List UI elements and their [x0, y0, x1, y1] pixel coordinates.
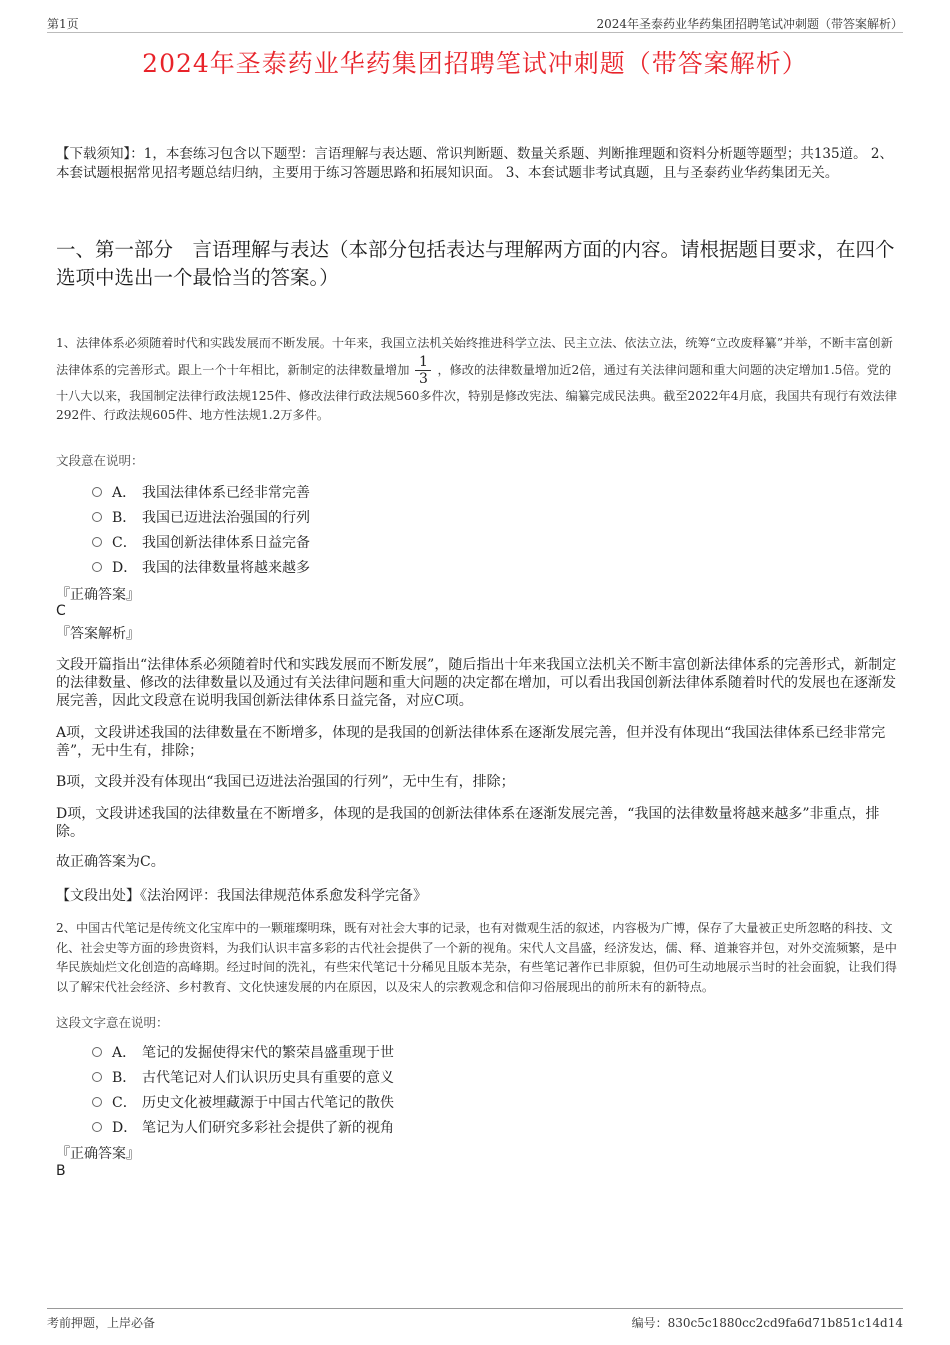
option-a[interactable]: A． 笔记的发掘使得宋代的繁荣昌盛重现于世	[92, 1042, 394, 1064]
option-d[interactable]: D． 我国的法律数量将越来越多	[92, 557, 310, 579]
analysis-paragraph: 故正确答案为C。	[56, 854, 165, 870]
question-2-stem: 这段文字意在说明：	[56, 1015, 169, 1030]
analysis-paragraph: 文段开篇指出“法律体系必须随着时代和实践发展而不断发展”，随后指出十年来我国立法机关不断丰富创新法律体系的完善形式，新制定的法律数量、修改的法律数量以及通过有关法律问题和重大问题的决定都在增加，可以看出我国创新法律体系随着时代的发展也在逐渐发展完善，因此文段意在说明我国创新法律体系日益完备，对应C项。	[56, 657, 897, 709]
answer-value: B	[56, 1163, 66, 1179]
answer-label: 『正确答案』	[56, 1146, 140, 1162]
radio-icon[interactable]	[92, 1047, 102, 1057]
document-title: 2024年圣泰药业华药集团招聘笔试冲刺题（带答案解析）	[142, 49, 808, 78]
radio-icon[interactable]	[92, 487, 102, 497]
page-number: 第1页	[47, 17, 79, 31]
analysis-source: 【文段出处】《法治网评：我国法律规范体系愈发科学完备》	[56, 888, 427, 904]
option-a[interactable]: A． 我国法律体系已经非常完善	[92, 482, 310, 504]
question-1-text: 1、法律体系必须随着时代和实践发展而不断发展。十年来，我国立法机关始终推进科学立法、民主立法、依法立法，统筹“立改废释纂”并举，不断丰富创新法律体系的完善形式。跟上一个十年相比，新制定的法律数量增加 $\frac{1}{3}$ ，修改的法律数量增加近2倍，通过有关法律问题和重大问题的决定增加1.5倍。党的十八大以来，我国制定法律行政法规125件、修改法律行政法规560多件次，特别是修改宪法、编纂完成民法典。截至2022年4月底，我国共有现行有效法律292件、行政法规605件、地方性法规1.2万多件。	[56, 336, 897, 422]
analysis-label: 『答案解析』	[56, 626, 140, 642]
fraction: $\frac{1}{3}$	[415, 354, 431, 387]
option-b[interactable]: B． 我国已迈进法治强国的行列	[92, 507, 310, 529]
option-d[interactable]: D． 笔记为人们研究多彩社会提供了新的视角	[92, 1117, 394, 1139]
page-header	[47, 14, 903, 33]
footer-slogan: 考前押题，上岸必备	[47, 1316, 156, 1330]
option-c[interactable]: C． 我国创新法律体系日益完备	[92, 532, 310, 554]
section-heading: 一、第一部分 言语理解与表达（本部分包括表达与理解两方面的内容。请根据题目要求，在四个选项中选出一个最恰当的答案。）	[56, 238, 895, 289]
answer-label: 『正确答案』	[56, 587, 140, 603]
radio-icon[interactable]	[92, 562, 102, 572]
question-1-stem: 文段意在说明：	[56, 453, 144, 468]
answer-value: C	[56, 603, 66, 619]
radio-icon[interactable]	[92, 1072, 102, 1082]
option-c[interactable]: C． 历史文化被埋藏源于中国古代笔记的散佚	[92, 1092, 394, 1114]
radio-icon[interactable]	[92, 537, 102, 547]
download-notice: 【下载须知】：1，本套练习包含以下题型：言语理解与表达题、常识判断题、数量关系题、判断推理题和资料分析题等题型；共135道。 2、本套试题根据常见招考题总结归纳，主要用于练习答题思路和拓展知识面。 3、本套试题非考试真题，且与圣泰药业华药集团无关。	[56, 146, 893, 181]
radio-icon[interactable]	[92, 1097, 102, 1107]
footer-serial: 编号：830c5c1880cc2cd9fa6d71b851c14d14	[631, 1316, 903, 1330]
option-b[interactable]: B． 古代笔记对人们认识历史具有重要的意义	[92, 1067, 394, 1089]
radio-icon[interactable]	[92, 512, 102, 522]
analysis-paragraph: A项，文段讲述我国的法律数量在不断增多，体现的是我国的创新法律体系在逐渐发展完善，但并没有体现出“我国法律体系已经非常完善”，无中生有，排除；	[56, 725, 886, 759]
page-footer	[47, 1308, 903, 1329]
radio-icon[interactable]	[92, 1122, 102, 1132]
question-2-text: 2、中国古代笔记是传统文化宝库中的一颗璀璨明珠，既有对社会大事的记录，也有对微观生活的叙述，内容极为广博，保存了大量被正史所忽略的科技、文化、社会史等方面的珍贵资料，为我们认识丰富多彩的古代社会提供了一个新的视角。宋代人文昌盛，经济发达，儒、释、道兼容并包，对外交流频繁，是中华民族灿烂文化创造的高峰期。经过时间的洗礼，有些宋代笔记十分稀见且版本芜杂，有些笔记著作已非原貌，但仍可生动地展示当时的社会面貌，让我们得以了解宋代社会经济、乡村教育、文化快速发展的内在原因，以及宋人的宗教观念和信仰习俗展现出的前所未有的新特点。	[56, 921, 897, 994]
analysis-paragraph: D项，文段讲述我国的法律数量在不断增多，体现的是我国的创新法律体系在逐渐发展完善，“我国的法律数量将越来越多”非重点，排除。	[56, 806, 880, 840]
analysis-paragraph: B项，文段并没有体现出“我国已迈进法治强国的行列”，无中生有，排除；	[56, 774, 515, 790]
header-doc-title: 2024年圣泰药业华药集团招聘笔试冲刺题（带答案解析）	[596, 17, 903, 31]
